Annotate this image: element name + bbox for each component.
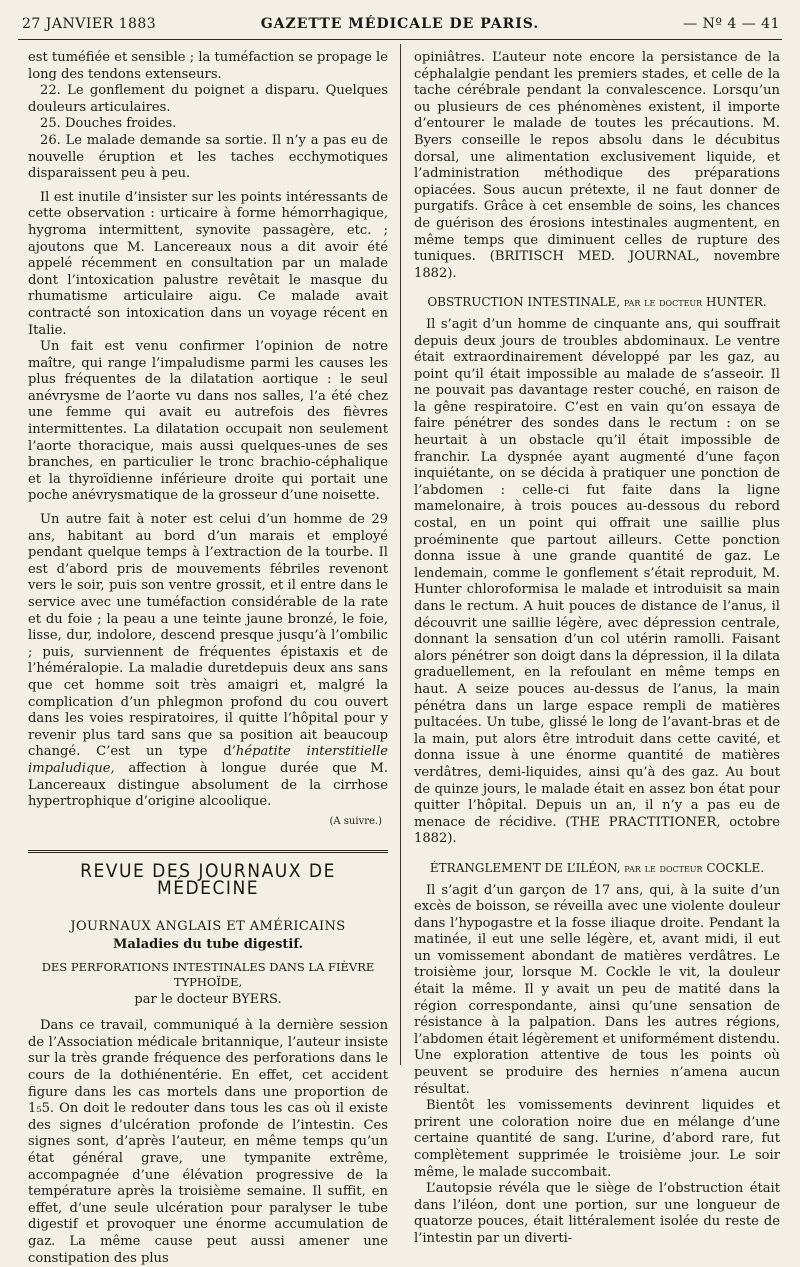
article-heading: OBSTRUCTION INTESTINALE, par le docteur HUNTER. xyxy=(427,295,767,310)
section-rule xyxy=(28,850,388,853)
paragraph: L’autopsie révéla que le siège de l’obstruction était dans l’iléon, dont une portion, sur une longueur de quatorze pouces, était littéralement isolée du reste de l’intestin par un diverti- xyxy=(414,1181,780,1246)
to-be-continued: (A suivre.) xyxy=(329,815,382,827)
paragraph: Un fait est venu confirmer l’opinion de notre maître, qui range l’impaludisme parmi les causes les plus fréquentes de la dilatation aortique : le seul anévrysme de l’aorte vu dans nos salles, l’a été chez une femme qui avait eu autrefois des fièvres intermittentes. La dilatation occupait non seulement l’aorte thoracique, mais aussi quelques-unes de ses branches, en particulier le tronc brachio-céphalique et la thyroïdienne inférieure droite qui portait une poche anévrysmatique de la grosseur d’une noisette. xyxy=(28,339,388,504)
paragraph: Il s’agit d’un homme de cinquante ans, qui souffrait depuis deux jours de troubles abdominaux. Le ventre était extraordinairement développé par les gaz, au point qu’il était impossible au malade de s’asseoir. Il ne pouvait pas davantage rester couché, en raison de la gêne respiratoire. C’est en vain qu’on essaya de faire pénétrer des sondes dans le rectum : on se heurtait à un obstacle qu’il était impossible de franchir. La dyspnée ayant augmenté d’une façon inquiétante, on se décida à pratiquer une ponction de l’abdomen : celle-ci fut faite dans la ligne mamelonaire, à trois pouces au-dessous du rebord costal, en un point qui offrait une saillie plus proéminente que partout ailleurs. Cette ponction donna issue à une grande quantité de gaz. Le lendemain, comme le gonflement s’était reproduit, M. Hunter chloroformisa le malade et introduisit sa main dans le rectum. A huit pouces de distance de l’anus, il découvrit une saillie légère, avec dépression centrale, donnant la sensation d’un col utérin ramolli. Faisant alors pénétrer son doigt dans la dépression, il la dilata graduellement, en la refoulant en même temps en haut. A seize pouces au-dessus de l’anus, la main pénétra dans un large espace rempli de matières pultacées. Un tube, glissé le long de l’avant-bras et de la main, put alors être introduit dans cette cavité, et donna issue à une énorme quantité de matières verdâtres, demi-liquides, ainsi qu’à des gaz. Au bout de quinze jours, le malade était en assez bon état pour quitter l’hôpital. Depuis un an, il n’y a pas eu de menace de récidive. (THE PRACTITIONER, octobre 1882). xyxy=(414,316,780,847)
paragraph: Dans ce travail, communiqué à la dernière session de l’Association médicale britannique, l’auteur insiste sur la très grande fréquence des perforations dans le cours de la dothiénentérie. En effet, cet accident figure dans les cas mortels dans une proportion de 1₅5. On doit le redouter dans tous les cas où il existe des signes d’ulcération profonde de l’intestin. Ces signes sont, d’après l’auteur, en même temps qu’un état général grave, une tympanite extrême, accompagnée d’une élévation progressive de la température après la troisième semaine. Il suffit, en effet, d’une seule ulcération pour paralyser le tube digestif et provoquer une énorme accumulation de gaz. La même cause peut aussi amener une constipation des plus xyxy=(28,1018,388,1266)
left-column xyxy=(28,50,388,1267)
page-header xyxy=(18,14,782,38)
article-author: par le docteur BYERS. xyxy=(134,991,282,1007)
subsection-title: Maladies du tube digestif. xyxy=(112,937,304,953)
paragraph: 22. Le gonflement du poignet a disparu. Quelques douleurs articulaires. xyxy=(28,83,388,115)
text-run: Un autre fait à noter est celui d’un homme de 29 ans, habitant au bord d’un marais et employé pendant quelque temps à l’extraction de la tourbe. Il est d’abord pris de mouvements fébriles revenont vers le soir, puis son ventre grossit, et il entre dans le service avec une tuméfaction considérable de la rate et du foie ; la peau a une teinte jaune bronzé, le foie, lisse, dur, indolore, descend presque jusqu’à l’ombilic ; puis, surviennent de fréquentes épistaxis et de l’héméralopie. La maladie duretdepuis deux ans sans que cet homme soit très amaigri et, malgré la complication d’un phlegmon profond du cou ouvert dans les voies respiratoires, il quitte l’hôpital pour y revenir plus tard sans que sa position ait beaucoup changé. C’est un type d’ xyxy=(28,512,388,760)
paragraph: Il s’agit d’un garçon de 17 ans, qui, à la suite d’un excès de boisson, se réveilla avec une violente douleur dans l’hypogastre et la fosse iliaque droite. Pendant la matinée, il eut une selle légère, et, avant midi, il eut un vomissement abondant de matières verdâtres. Le troisième jour, lorsque M. Cockle le vit, la douleur était la même. Il y avait un peu de matité dans la région correspondante, ainsi qu’une sensation de résistance à la palpation. Dans les autres régions, l’abdomen était légèrement et uniformément distendu. Une exploration attentive de tous les points où peuvent se produire des hernies n’amena aucun résultat. xyxy=(414,882,780,1097)
right-column xyxy=(414,50,780,1248)
header-page-number: — Nº 4 — 41 xyxy=(683,16,780,32)
revue-title: REVUE DES JOURNAUX DE MÉDECINE xyxy=(80,860,336,899)
italic-term: hépatite interstitielle impaludique, xyxy=(28,744,389,776)
article-heading: ÉTRANGLEMENT DE L’ILÉON, par le docteur COCKLE. xyxy=(429,860,765,875)
header-rule xyxy=(18,39,782,40)
paragraph: Il est inutile d’insister sur les points intéressants de cette observation : urticaire à forme hémorrhagique, hygroma intermittent, synovite passagère, etc. ; ajoutons que M. Lancereaux nous a dit avoir été appelé récemment en consultation par un malade dont l’intoxication palustre revêtait le masque du rhumatisme articulaire aigu. Ce malade avait contracté son intoxication dans un voyage récent en Italie. xyxy=(28,189,388,338)
paragraph: Bientôt les vomissements devinrent liquides et prirent une coloration noire due en mélange d’une certaine quantité de sang. L’urine, d’abord rare, fut complètement supprimée le troisième jour. Le soir même, le malade succombait. xyxy=(414,1098,780,1180)
header-journal-title: GAZETTE MÉDICALE DE PARIS. xyxy=(260,16,540,32)
paragraph: 25. Douches froides. xyxy=(40,116,177,132)
header-date: 27 JANVIER 1883 xyxy=(22,16,157,32)
article-title: DES PERFORATIONS INTESTINALES DANS LA FIÈVRE TYPHOÏDE, xyxy=(41,959,375,989)
column-divider xyxy=(400,44,401,1065)
paragraph: opiniâtres. L’auteur note encore la persistance de la céphalalgie pendant les premiers stades, et celle de la tache cérébrale pendant la convalescence. Lorsqu’un ou plusieurs de ces phénomènes existent, il importe d’entourer le malade de toutes les précautions. M. Byers conseille le repos absolu dans le décubitus dorsal, une alimentation exclusivement liquide, et l’administration méthodique des préparations opiacées. Sous aucun prétexte, il ne faut donner de purgatifs. Grâce à cet ensemble de soins, les chances de guérison des érosions intestinales augmentent, en même temps que diminuent celles de rupture des tuniques. (BRITISCH MED. JOURNAL, novembre 1882). xyxy=(414,50,780,281)
text-run: affection à longue durée que M. Lancereaux distingue absolument de la cirrhose hypertrophique d’origine alcoolique. xyxy=(28,760,388,810)
paragraph xyxy=(28,512,388,811)
section-title: JOURNAUX ANGLAIS ET AMÉRICAINS xyxy=(70,918,346,934)
paragraph: 26. Le malade demande sa sortie. Il n’y a pas eu de nouvelle éruption et les taches ecchymotiques disparaissent peu à peu. xyxy=(28,132,388,182)
paragraph: est tuméfiée et sensible ; la tuméfaction se propage le long des tendons extenseurs. xyxy=(28,50,388,82)
